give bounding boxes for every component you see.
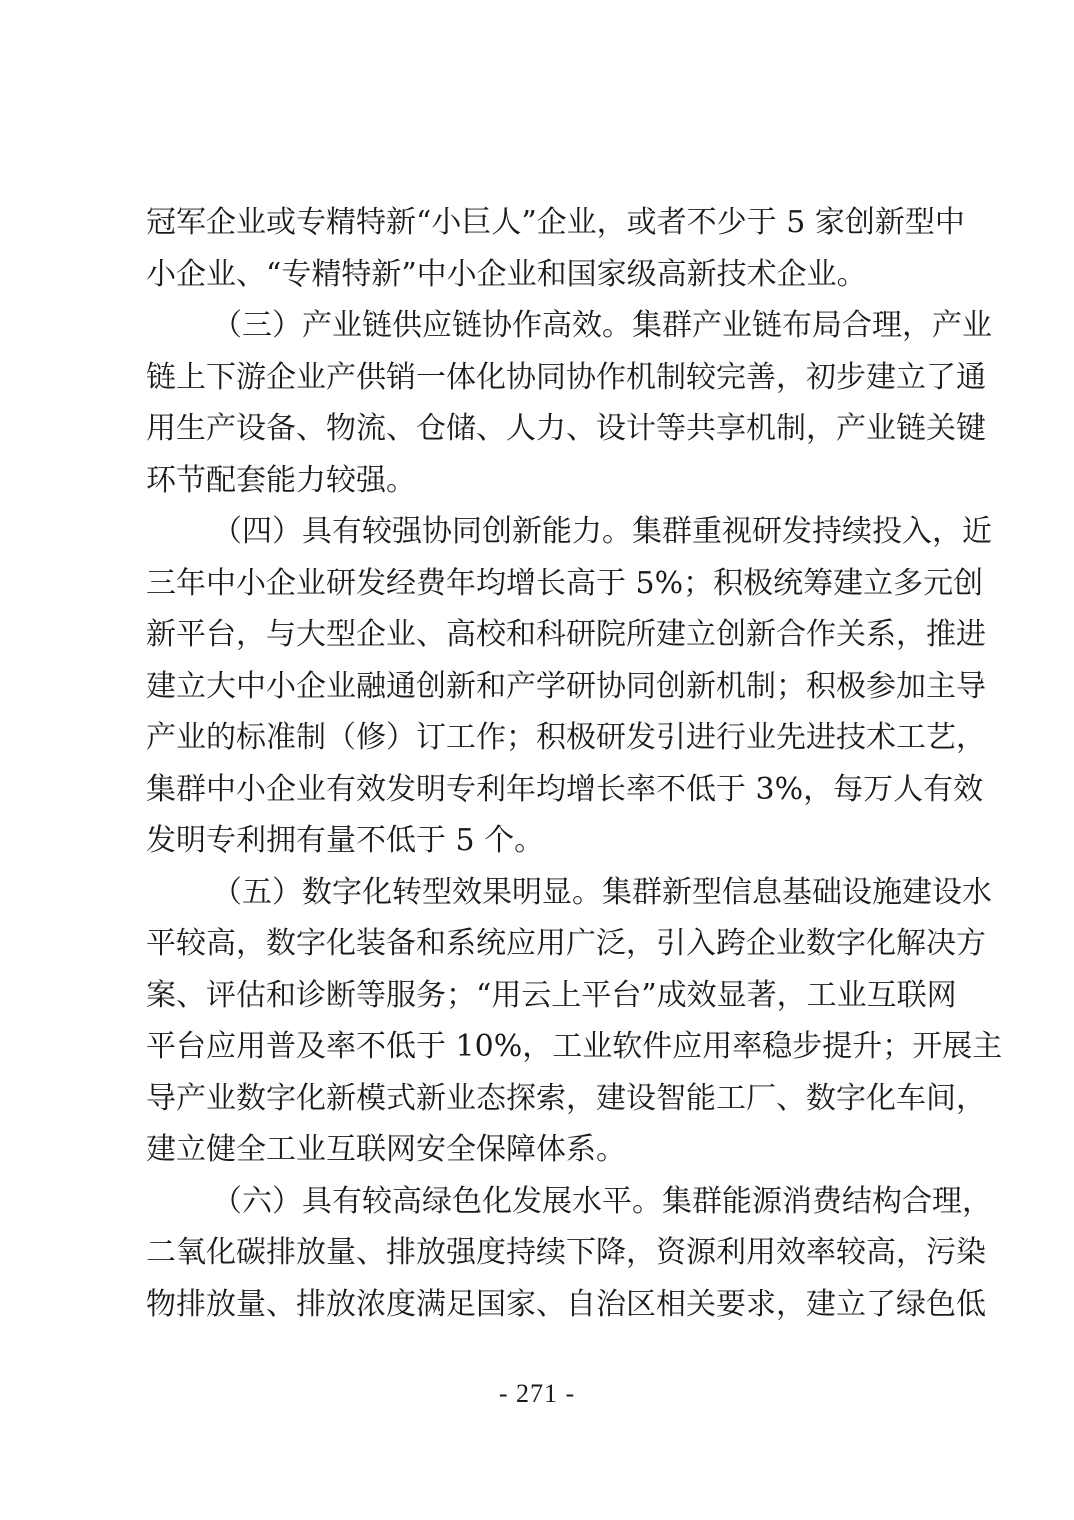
- text-line: 集群中小企业有效发明专利年均增长率不低于 3%，每万人有效: [146, 771, 984, 807]
- paragraph-heading-line: （五）数字化转型效果明显。集群新型信息基础设施建设水: [212, 874, 992, 910]
- text-line: 发明专利拥有量不低于 5 个。: [146, 823, 545, 858]
- text-line: 新平台，与大型企业、高校和科研院所建立创新合作关系，推进: [146, 617, 986, 652]
- text-line: 小企业、“专精特新”中小企业和国家级高新技术企业。: [146, 256, 867, 292]
- text-line: 导产业数字化新模式新业态探索，建设智能工厂、数字化车间，: [146, 1080, 986, 1116]
- text-line: 物排放量、排放浓度满足国家、自治区相关要求，建立了绿色低: [146, 1286, 986, 1322]
- paragraph-heading-line: （六）具有较高绿色化发展水平。集群能源消费结构合理，: [212, 1183, 992, 1219]
- text-line: 链上下游企业产供销一体化协同协作机制较完善，初步建立了通: [146, 359, 986, 395]
- body-text: [146, 197, 1003, 1330]
- text-line: 建立健全工业互联网安全保障体系。: [146, 1132, 626, 1167]
- text-line: 平台应用普及率不低于 10%，工业软件应用率稳步提升；开展主: [146, 1029, 1003, 1064]
- text-line: 环节配套能力较强。: [146, 462, 416, 498]
- page-number: - 271 -: [498, 1379, 576, 1408]
- text-line: 产业的标准制（修）订工作；积极研发引进行业先进技术工艺，: [146, 720, 986, 755]
- text-line: 三年中小企业研发经费年均增长高于 5%；积极统筹建立多元创: [146, 565, 984, 601]
- text-line: 案、评估和诊断等服务；“用云上平台”成效显著，工业互联网: [146, 977, 957, 1013]
- paragraph-heading-line: （三）产业链供应链协作高效。集群产业链布局合理，产业: [212, 308, 992, 343]
- text-line: 建立大中小企业融通创新和产学研协同创新机制；积极参加主导: [146, 668, 986, 704]
- text-line: 二氧化碳排放量、排放强度持续下降，资源利用效率较高，污染: [146, 1235, 986, 1270]
- text-line: 冠军企业或专精特新“小巨人”企业，或者不少于 5 家创新型中: [146, 205, 965, 240]
- text-line: 平较高，数字化装备和系统应用广泛，引入跨企业数字化解决方: [146, 926, 986, 961]
- text-line: 用生产设备、物流、仓储、人力、设计等共享机制，产业链关键: [146, 411, 986, 446]
- paragraph-heading-line: （四）具有较强协同创新能力。集群重视研发持续投入，近: [212, 514, 992, 549]
